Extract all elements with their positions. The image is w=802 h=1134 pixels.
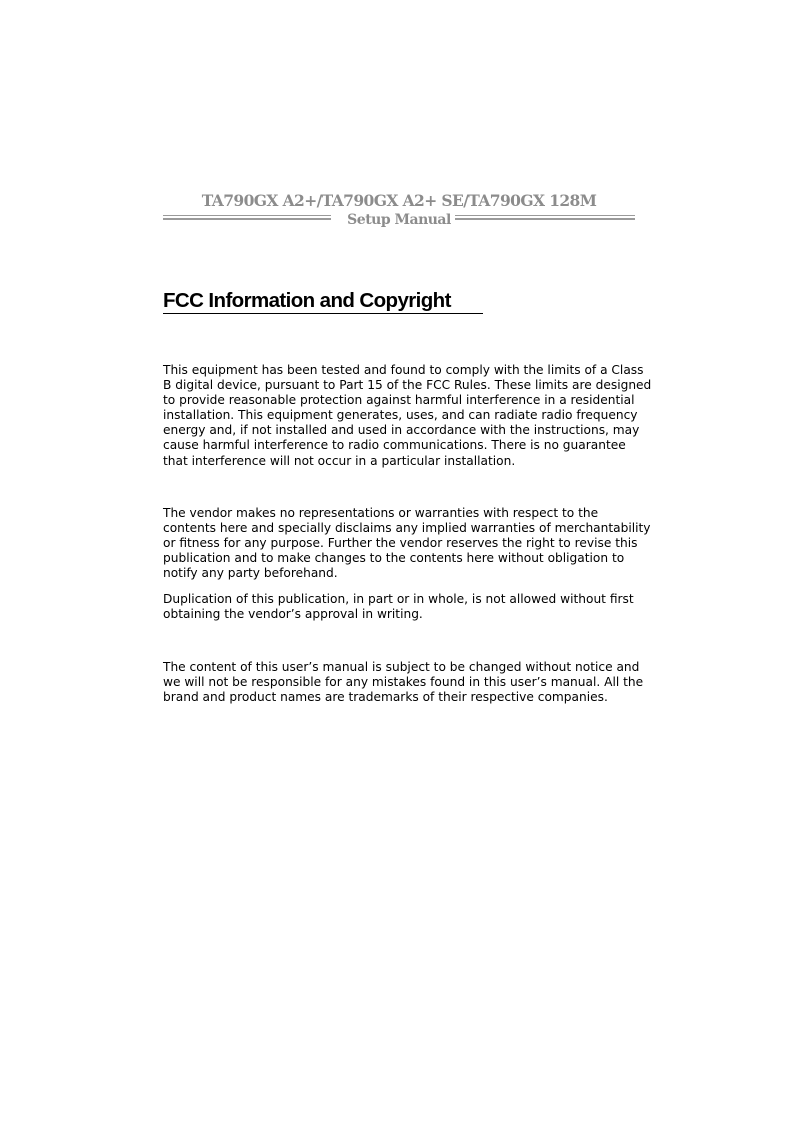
section-title: FCC Information and Copyright: [163, 289, 451, 312]
text-line: installation. This equipment generates, uses, and can radiate radio frequency: [163, 408, 638, 423]
text-line: obtaining the vendor’s approval in writing.: [163, 607, 423, 622]
header-title: TA790GX A2+/TA790GX A2+ SE/TA790GX 128M: [201, 191, 597, 210]
trademark-notice-paragraph: [163, 660, 644, 705]
duplication-notice-paragraph: [163, 592, 641, 622]
text-line: that interference will not occur in a particular installation.: [163, 453, 516, 468]
text-line: B digital device, pursuant to Part 15 of the FCC Rules. These limits are designed: [163, 378, 652, 393]
text-line: we will not be responsible for any mistakes found in this user’s manual. All the: [163, 675, 644, 690]
text-line: or fitness for any purpose. Further the vendor reserves the right to revise this: [163, 536, 638, 551]
text-line: brand and product names are trademarks of their respective companies.: [163, 690, 608, 705]
text-line: to provide reasonable protection against harmful interference in a residential: [163, 393, 635, 408]
text-line: The vendor makes no representations or warranties with respect to the: [163, 506, 599, 520]
fcc-compliance-paragraph: [163, 363, 652, 469]
text-line: The content of this user’s manual is subject to be changed without notice and: [163, 660, 640, 674]
section-title-underline: [163, 313, 483, 314]
document-header: [163, 191, 635, 231]
header-rule-right: [455, 215, 635, 221]
text-line: cause harmful interference to radio communications. There is no guarantee: [163, 438, 626, 453]
text-line: Duplication of this publication, in part or in whole, is not allowed without first: [163, 592, 634, 606]
text-line: energy and, if not installed and used in accordance with the instructions, may: [163, 423, 640, 438]
text-line: publication and to make changes to the contents here without obligation to: [163, 551, 625, 566]
text-line: contents here and specially disclaims any implied warranties of merchantability: [163, 521, 651, 536]
warranty-disclaimer-paragraph: [163, 506, 651, 581]
header-subtitle: Setup Manual: [347, 212, 451, 228]
text-line: notify any party beforehand.: [163, 566, 338, 581]
header-subtitle-row: [163, 212, 635, 232]
text-line: This equipment has been tested and found to comply with the limits of a Class: [163, 363, 644, 377]
